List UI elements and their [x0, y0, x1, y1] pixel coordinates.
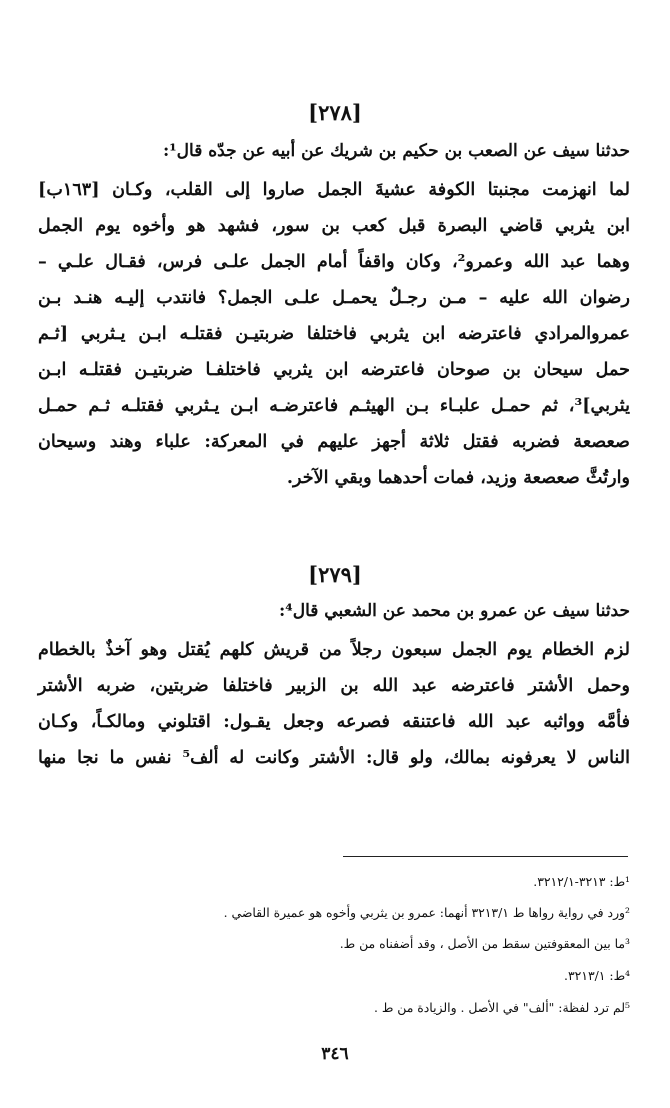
text-line: لزم الخطام يوم الجمل سبعون رجلاً من قريش كلهم يُقتل وهو آخذٌ بالخطام: [38, 639, 630, 660]
section-number-278: [٢٧٨]: [308, 100, 362, 125]
footnote-divider: [343, 856, 628, 857]
page-number: ٣٤٦: [321, 1044, 349, 1064]
text-line: وهما عبد الله وعمرو²، وكان واقفاً أمام الجمل علـى فرس، فقـال علـي –: [38, 251, 630, 272]
footnote-4: ⁴ط: ٣٢١٣/١.: [564, 968, 630, 983]
text-line: يثربي]³، ثم حمـل علبـاء بـن الهيثـم فاعترضـه ابـن يـثربي فقتلـه ثـم حمـل: [38, 395, 630, 416]
text-line: عمروالمرادي فاعترضه ابن يثربي فاختلفا ضربتيـن فقتلـه ابـن يـثربي [ثـم: [38, 323, 630, 344]
footnote-5: ⁵لم ترد لفظة: "ألف" في الأصل . والزيادة من ط .: [374, 1000, 630, 1015]
footnote-3: ³ما بين المعقوفتين سقط من الأصل ، وقد أضفناه من ط.: [339, 936, 630, 951]
text-line: الناس لا يعرفونه بمالك، ولو قال: الأشتر وكانت له ألف⁵ نفس ما نجا منها: [38, 747, 630, 768]
text-line: لما انهزمت مجنبتا الكوفة عشيةَ الجمل صاروا إلى القلب، وكـان [١٦٣ب]: [38, 179, 630, 200]
text-line: وارتُثَّ صعصعة وزيد، فمات أحدهما وبقي الآخر.: [286, 467, 630, 488]
text-line: وحمل الأشتر فاعترضه عبد الله بن الزبير فاختلفا ضربتين، ضربه الأشتر: [38, 675, 630, 696]
text-line: صعصعة فضربه فقتل ثلاثة أجهز عليهم في المعركة: علباء وهند وسيحان: [38, 431, 630, 452]
section-number-279: [٢٧٩]: [308, 562, 362, 587]
text-line: رضوان الله عليه – مـن رجـلٌ يحمـل علـى الجمل؟ فانتدب إليـه هنـد بـن: [38, 287, 630, 308]
text-line: حمل سيحان بن صوحان فاعترضه ابن يثربي فاختلفـا ضربتيـن فقتلـه ابـن: [38, 359, 630, 380]
footnote-1: ¹ط: ٣٢١٣-٣٢١٢/١.: [533, 874, 630, 889]
footnote-2: ²ورد في رواية رواها ط ٣٢١٣/١ أنهما: عمرو بن يثربي وأخوه هو عميرة القاضي .: [223, 905, 630, 920]
isnad-278: حدثنا سيف عن الصعب بن حكيم بن شريك عن أبيه عن جدّه قال¹:: [162, 141, 630, 161]
text-line: ابن يثربي قاضي البصرة قبل كعب بن سور، فشهد هو وأخوه يوم الجمل: [38, 215, 630, 236]
text-line: فأمَّه وواثبه عبد الله فاعتنقه فصرعه وجعل يقـول: اقتلوني ومالكـاً، وكـان: [38, 711, 630, 732]
isnad-279: حدثنا سيف عن عمرو بن محمد عن الشعبي قال⁴:: [279, 601, 630, 621]
